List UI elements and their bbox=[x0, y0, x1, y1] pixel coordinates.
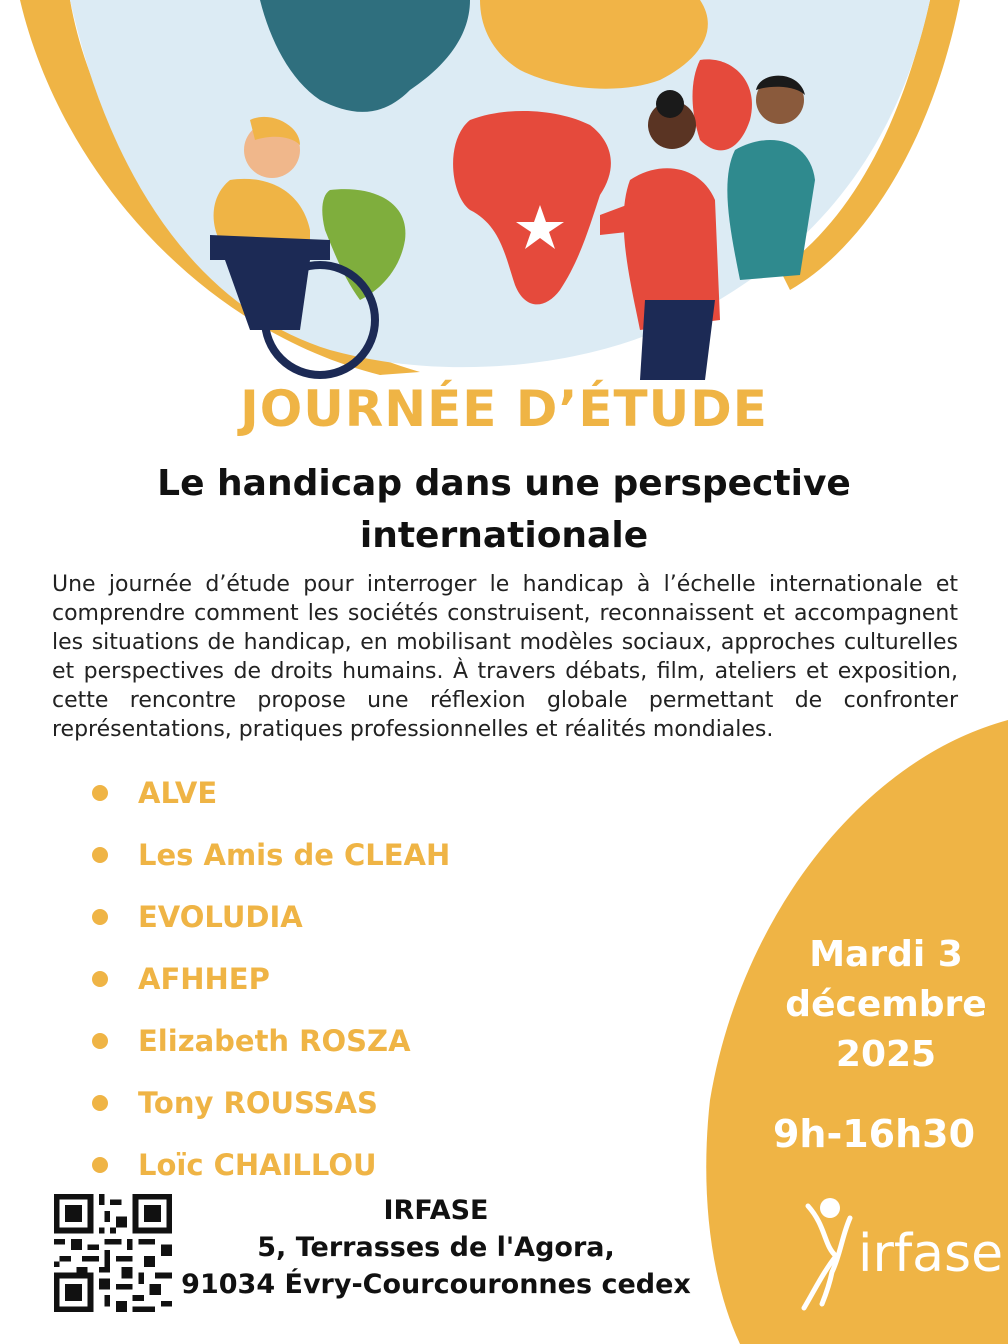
venue-street: 5, Terrasses de l'Agora, bbox=[257, 1232, 615, 1263]
bullet-icon bbox=[92, 847, 108, 863]
speaker-name: Les Amis de CLEAH bbox=[138, 838, 451, 872]
speaker-list bbox=[92, 762, 450, 1196]
event-date bbox=[752, 930, 1008, 1080]
venue-address bbox=[180, 1192, 692, 1303]
speaker-item bbox=[92, 886, 450, 948]
venue-name: IRFASE bbox=[383, 1195, 489, 1226]
bullet-icon bbox=[92, 1157, 108, 1173]
irfase-logo-icon bbox=[796, 1196, 866, 1316]
irfase-logo-text: irfase bbox=[858, 1224, 1004, 1284]
date-line-year: 2025 bbox=[835, 1034, 937, 1075]
globe-illustration bbox=[0, 0, 1008, 380]
venue-city: 91034 Évry-Courcouronnes cedex bbox=[181, 1269, 691, 1300]
event-title: JOURNÉE D’ÉTUDE bbox=[240, 380, 768, 438]
speaker-item bbox=[92, 762, 450, 824]
speaker-name: Loïc CHAILLOU bbox=[138, 1148, 377, 1182]
event-time: 9h-16h30 bbox=[772, 1112, 976, 1156]
speaker-name: AFHHEP bbox=[138, 962, 270, 996]
speaker-name: EVOLUDIA bbox=[138, 900, 303, 934]
speaker-item bbox=[92, 1010, 450, 1072]
speaker-item bbox=[92, 1134, 450, 1196]
bullet-icon bbox=[92, 1033, 108, 1049]
date-line-day: Mardi 3 bbox=[809, 934, 963, 975]
speaker-name: ALVE bbox=[138, 776, 218, 810]
irfase-logo bbox=[796, 1196, 1004, 1316]
speaker-name: Elizabeth ROSZA bbox=[138, 1024, 411, 1058]
speaker-item bbox=[92, 948, 450, 1010]
qr-code-icon[interactable] bbox=[54, 1194, 172, 1312]
bullet-icon bbox=[92, 1095, 108, 1111]
speaker-item bbox=[92, 1072, 450, 1134]
date-line-month: décembre bbox=[785, 984, 987, 1025]
speaker-item bbox=[92, 824, 450, 886]
bullet-icon bbox=[92, 785, 108, 801]
bullet-icon bbox=[92, 909, 108, 925]
speaker-name: Tony ROUSSAS bbox=[138, 1086, 378, 1120]
event-subtitle: Le handicap dans une perspective internationale bbox=[157, 463, 851, 556]
event-description: Une journée d’étude pour interroger le handicap à l’échelle internationale et comprendre comment les sociétés construisent, reconnaissent et accompagnent les situations de handicap, en mobilisant modèles sociaux, approches culturelles et perspectives de droits humains. À travers débats, film, ateliers et exposition, cette rencontre propose une réflexion globale permettant de confronter représentations, pratiques professionnelles et réalités mondiales. bbox=[52, 572, 958, 742]
bullet-icon bbox=[92, 971, 108, 987]
